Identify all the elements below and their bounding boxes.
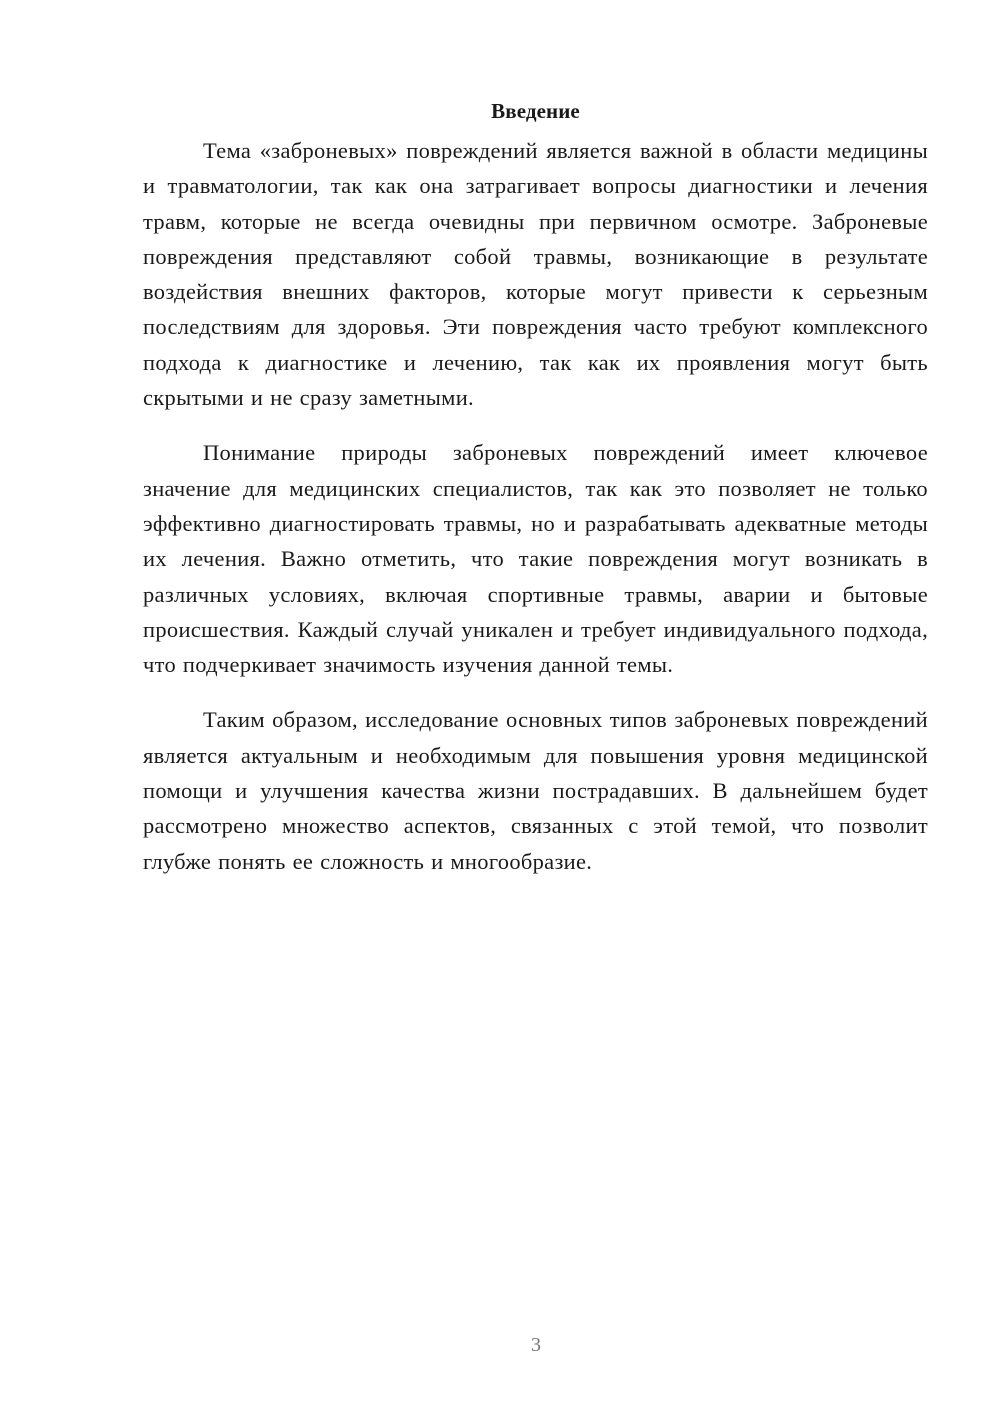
paragraph-1: Тема «заброневых» повреждений является важной в области медицины и травматологии, так как она затрагивает вопросы диагностики и лечения травм, которые не всегда очевидны при первичном осмотре. Заброневые повреждения представляют собой травмы, возникающие в результате воздействия внешних факторов, которые могут привести к серьезным последствиям для здоровья. Эти повреждения часто требуют комплексного подхода к диагностике и лечению, так как их проявления могут быть скрытыми и не сразу заметными.: [143, 138, 928, 411]
paragraph-3: Таким образом, исследование основных типов заброневых повреждений является актуальным и необходимым для повышения уровня медицинской помощи и улучшения качества жизни пострадавших. В дальнейшем будет рассмотрено множество аспектов, связанных с этой темой, что позволит глубже понять ее сложность и многообразие.: [143, 707, 928, 874]
paragraph-2: Понимание природы заброневых повреждений имеет ключевое значение для медицинских специалистов, так как это позволяет не только эффективно диагностировать травмы, но и разрабатывать адекватные методы их лечения. Важно отметить, что такие повреждения могут возникать в различных условиях, включая спортивные травмы, аварии и бытовые происшествия. Каждый случай уникален и требует индивидуального подхода, что подчеркивает значимость изучения данной темы.: [143, 440, 928, 678]
page-number: 3: [531, 1334, 541, 1356]
section-heading: Введение: [491, 99, 580, 123]
page-content: [143, 95, 928, 879]
